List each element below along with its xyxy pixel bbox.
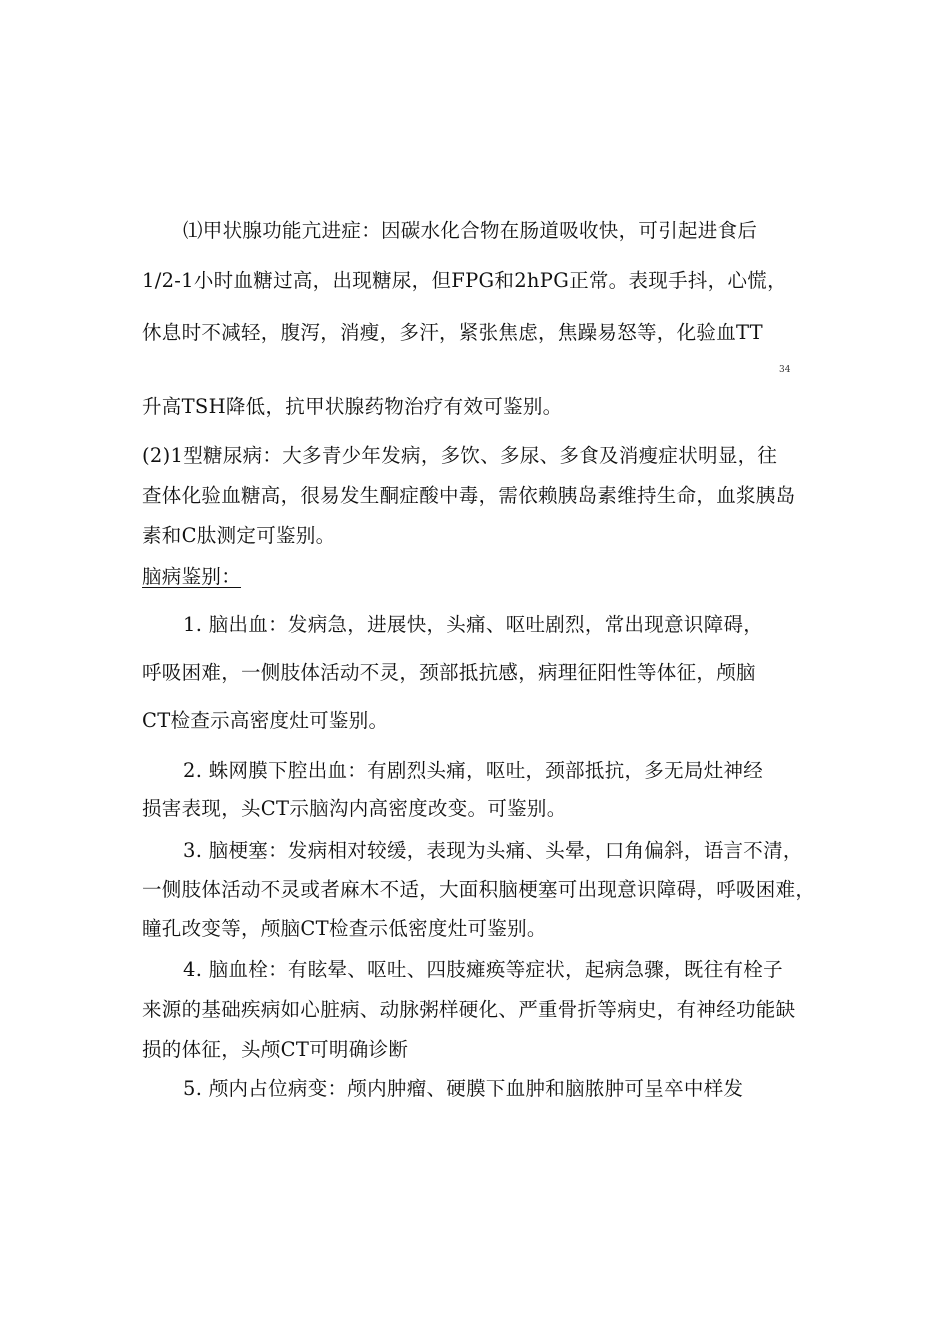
p1-line-4: 升高TSH降低，抗甲状腺药物治疗有效可鉴别。 — [142, 395, 563, 418]
item4-line-2: 来源的基础疾病如心脏病、动脉粥样硬化、严重骨折等病史，有神经功能缺 — [142, 998, 796, 1021]
p2-line-3: 素和C肽测定可鉴别。 — [142, 524, 336, 547]
item3-line-1: 3. 脑梗塞：发病相对较缓，表现为头痛、头晕，口角偏斜，语言不清， — [183, 839, 803, 862]
item4-line-1: 4. 脑血栓：有眩晕、呕吐、四肢瘫痪等症状，起病急骤，既往有栓子 — [183, 958, 783, 981]
item3-line-2: 一侧肢体活动不灵或者麻木不适，大面积脑梗塞可出现意识障碍，呼吸困难， — [142, 878, 816, 901]
item1-line-2: 呼吸困难，一侧肢体活动不灵，颈部抵抗感，病理征阳性等体征，颅脑 — [142, 661, 756, 684]
item2-line-1: 2. 蛛网膜下腔出血：有剧烈头痛，呕吐，颈部抵抗，多无局灶神经 — [183, 759, 764, 782]
item1-line-3: CT检查示高密度灶可鉴别。 — [142, 709, 389, 732]
p2-line-1: (2)1型糖尿病：大多青少年发病，多饮、多尿、多食及消瘦症状明显，往 — [142, 444, 778, 467]
item2-line-2: 损害表现，头CT示脑沟内高密度改变。可鉴别。 — [142, 797, 567, 820]
section-heading: 脑病鉴别： — [142, 565, 242, 588]
tt-subscript: 34 — [779, 365, 791, 375]
p1-line-1: ⑴甲状腺功能亢进症：因碳水化合物在肠道吸收快，可引起进食后 — [183, 219, 758, 242]
p2-line-2: 查体化验血糖高，很易发生酮症酸中毒，需依赖胰岛素维持生命，血浆胰岛 — [142, 484, 796, 507]
item1-line-1: 1. 脑出血：发病急，进展快，头痛、呕吐剧烈，常出现意识障碍， — [183, 613, 764, 636]
item3-line-3: 瞳孔改变等，颅脑CT检查示低密度灶可鉴别。 — [142, 917, 547, 940]
item4-line-3: 损的体征，头颅CT可明确诊断 — [142, 1038, 409, 1061]
p1-line-2: 1/2-1小时血糖过高，出现糖尿，但FPG和2hPG正常。表现手抖，心慌， — [142, 269, 787, 292]
item5-line-1: 5. 颅内占位病变：颅内肿瘤、硬膜下血肿和脑脓肿可呈卒中样发 — [183, 1077, 744, 1100]
p1-line-3: 休息时不减轻，腹泻，消瘦，多汗，紧张焦虑，焦躁易怒等，化验血TT — [142, 321, 763, 344]
